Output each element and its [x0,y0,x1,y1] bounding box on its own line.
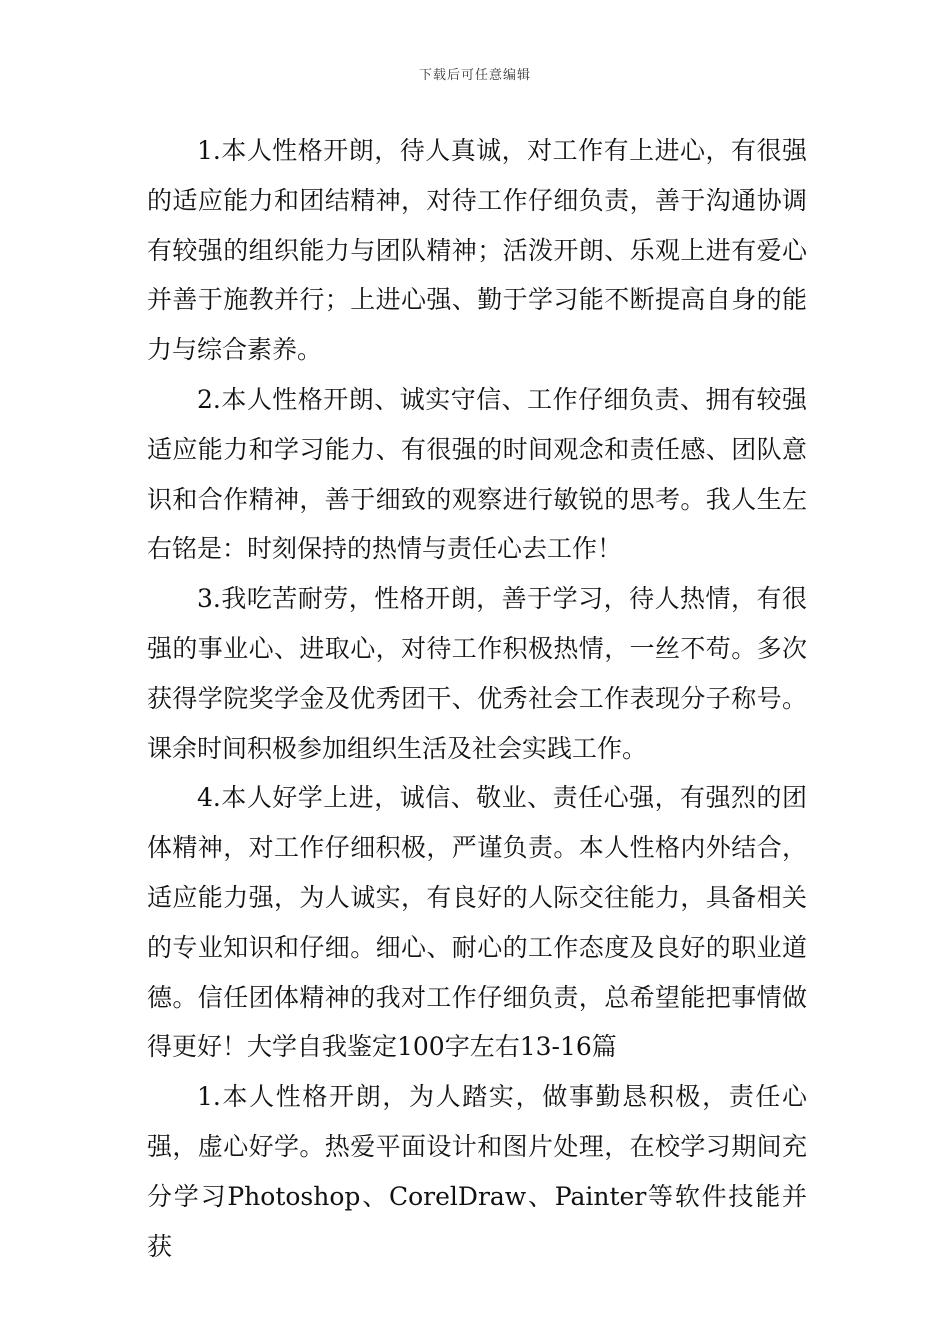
paragraph-3: 3.我吃苦耐劳，性格开朗，善于学习，待人热情，有很强的事业心、进取心，对待工作积极热情，一丝不苟。多次获得学院奖学金及优秀团干、优秀社会工作表现分子称号。课余时间积极参加组织生活及社会实践工作。 [147,584,807,763]
page-header: 下载后可任意编辑 [418,68,531,83]
paragraph-4: 4.本人好学上进，诚信、敬业、责任心强，有强烈的团体精神，对工作仔细积极，严谨负责。本人性格内外结合，适应能力强，为人诚实，有良好的人际交往能力，具备相关的专业知识和仔细。细心、耐心的工作态度及良好的职业道德。信任团体精神的我对工作仔细负责，总希望能把事情做得更好！大学自我鉴定100字左右13-16篇 [147,783,807,1062]
paragraph-1: 1.本人性格开朗，待人真诚，对工作有上进心，有很强的适应能力和团结精神，对待工作仔细负责，善于沟通协调有较强的组织能力与团队精神；活泼开朗、乐观上进有爱心并善于施教并行；上进心强、勤于学习能不断提高自身的能力与综合素养。 [147,136,807,365]
paragraph-5: 1.本人性格开朗，为人踏实，做事勤恳积极，责任心强，虚心好学。热爱平面设计和图片处理，在校学习期间充分学习Photoshop、CorelDraw、Painter等软件技能并获 [147,1082,807,1261]
paragraph-2: 2.本人性格开朗、诚实守信、工作仔细负责、拥有较强适应能力和学习能力、有很强的时间观念和责任感、团队意识和合作精神，善于细致的观察进行敏锐的思考。我人生左右铭是：时刻保持的热情与责任心去工作！ [147,384,807,564]
document-body [147,126,807,1271]
